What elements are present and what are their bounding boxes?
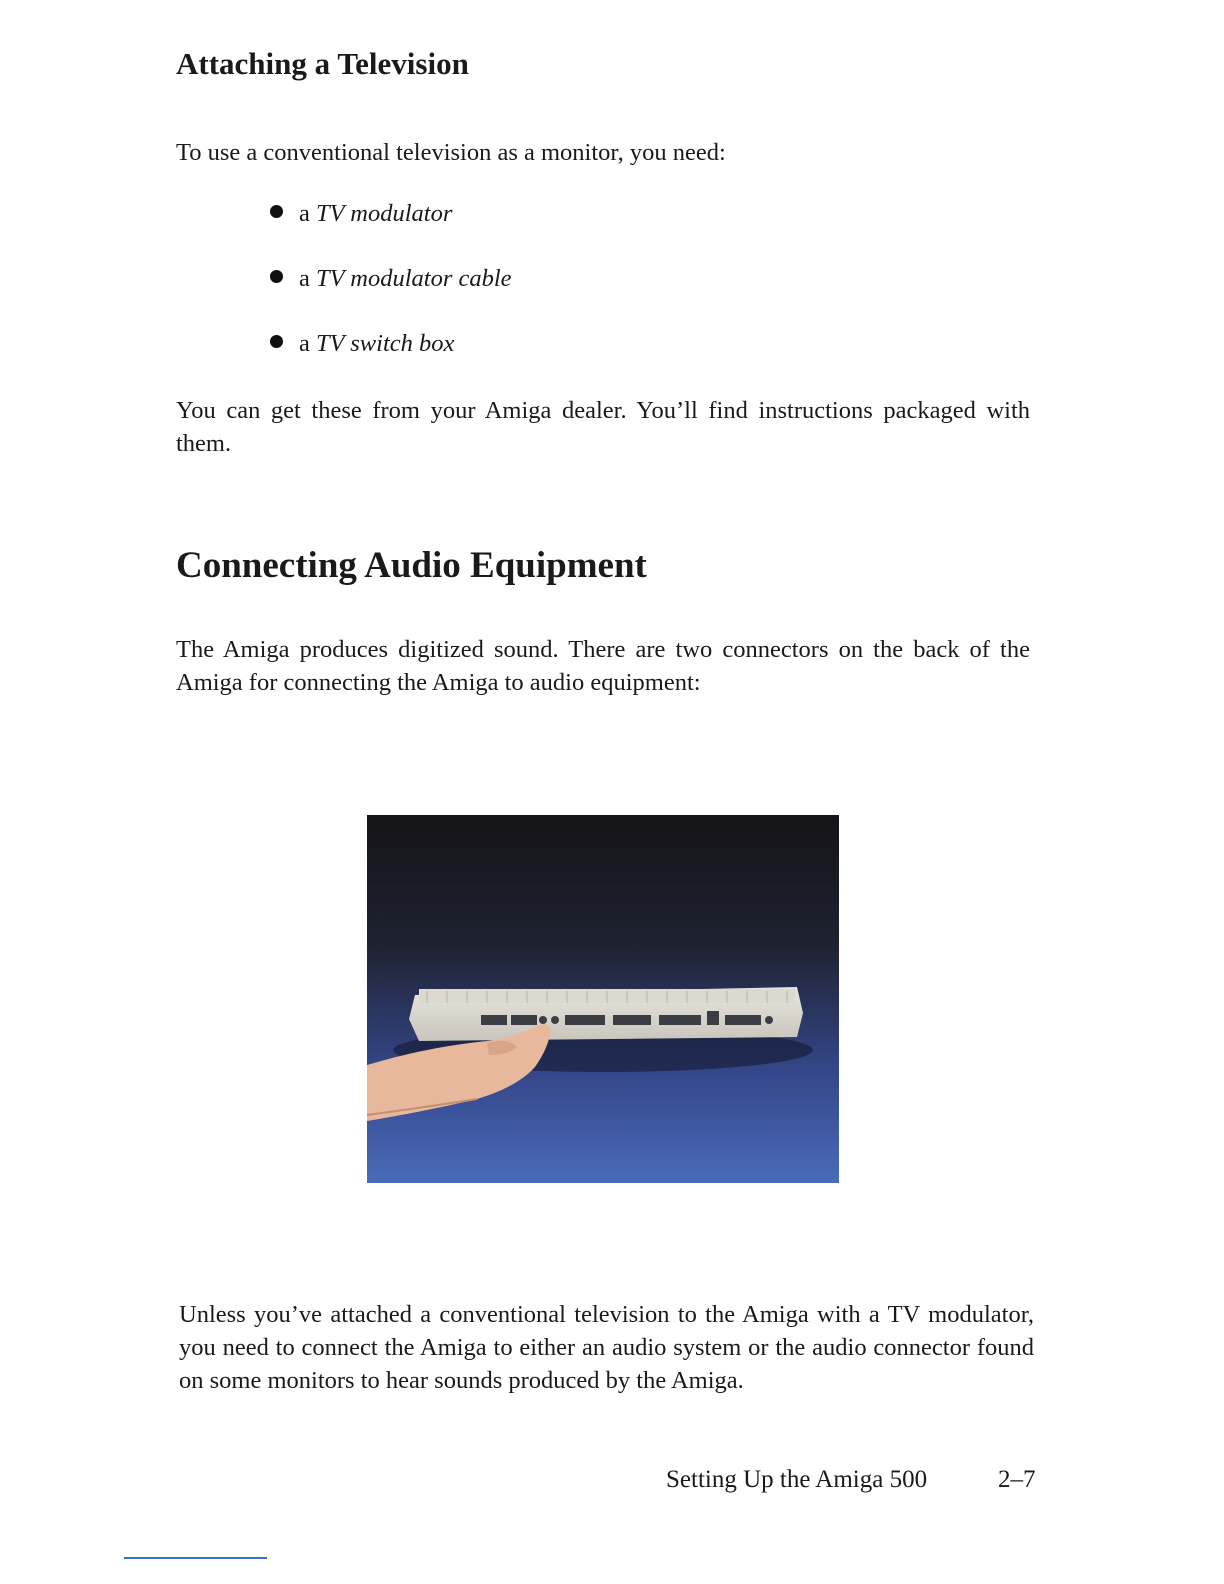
audio-body: Unless you’ve attached a conventional television to the Amiga with a TV modulator, you need to connect the Amiga to either an audio system or the audio connector found on some monitors to hear sounds produced by the Amiga. xyxy=(179,1301,1034,1394)
item-name: TV switch box xyxy=(316,330,455,357)
bullet-icon xyxy=(270,335,283,348)
footer-chapter-title: Setting Up the Amiga 500 xyxy=(666,1466,928,1493)
television-intro: To use a conventional television as a monitor, you need: xyxy=(176,139,726,166)
list-item: a TV switch box xyxy=(270,330,454,358)
section-heading-television: Attaching a Television xyxy=(176,46,469,81)
page-number: 2–7 xyxy=(998,1466,1036,1493)
bullet-icon xyxy=(270,270,283,283)
dealer-note: You can get these from your Amiga dealer. You’ll find instructions packaged with them. xyxy=(176,397,1030,457)
list-item: a TV modulator xyxy=(270,200,452,228)
item-name: TV modulator xyxy=(316,200,453,227)
bullet-icon xyxy=(270,205,283,218)
list-item: a TV modulator cable xyxy=(270,265,512,293)
amiga-rear-panel-photo xyxy=(367,815,839,1183)
divider xyxy=(124,1557,267,1559)
item-name: TV modulator cable xyxy=(316,265,512,292)
section-heading-audio: Connecting Audio Equipment xyxy=(176,545,647,586)
audio-intro: The Amiga produces digitized sound. There are two connectors on the back of the Amiga for connecting the Amiga to audio equipment: xyxy=(176,636,1030,696)
